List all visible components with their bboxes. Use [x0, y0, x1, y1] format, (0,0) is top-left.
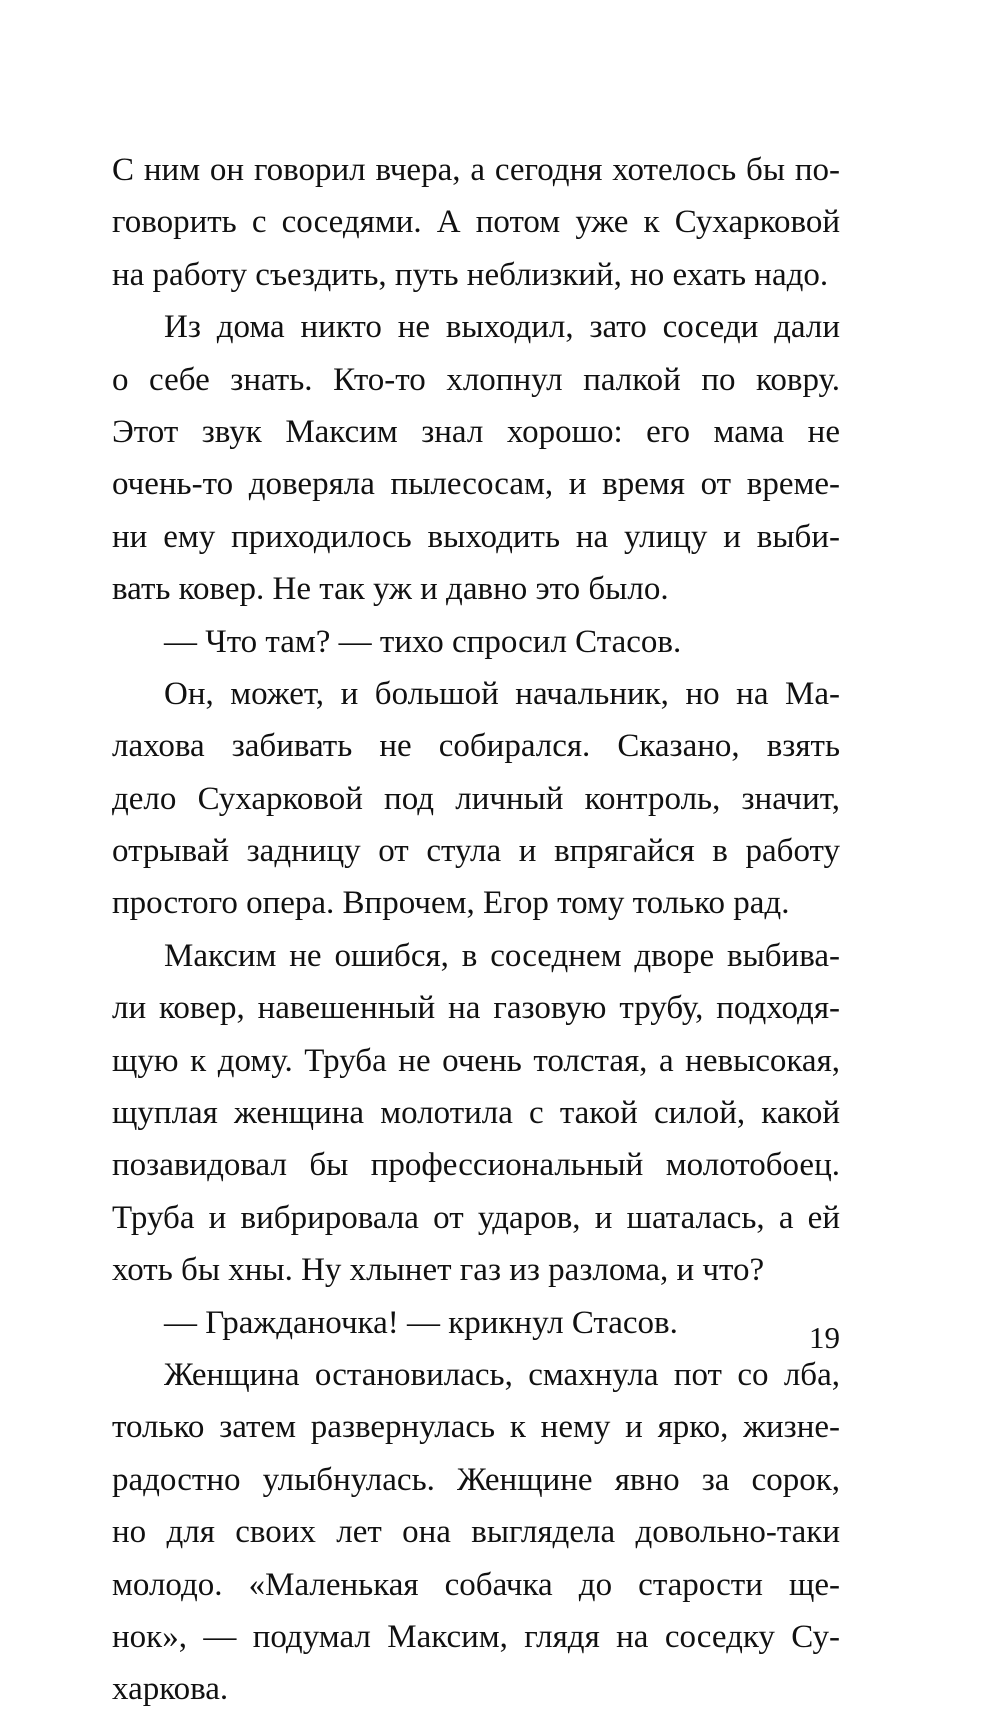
text-line: позавидовал бы профессиональный молотобоец. — [112, 1147, 840, 1184]
text-line: хоть бы хны. Ну хлынет газ из разлома, и что? — [112, 1252, 765, 1289]
text-line: только затем развернулась к нему и ярко, жизне- — [112, 1409, 840, 1446]
text-line: нок», — подумал Максим, глядя на соседку Су- — [112, 1618, 840, 1655]
text-line: но для своих лет она выглядела довольно-таки — [112, 1514, 840, 1551]
text-line: харкова. — [112, 1671, 229, 1708]
text-line: щую к дому. Труба не очень толстая, а невысокая, — [112, 1042, 840, 1079]
text-line: говорить с соседями. А потом уже к Сухарковой — [112, 204, 840, 241]
text-line: очень-то доверяла пылесосам, и время от време- — [112, 466, 840, 503]
text-line: Из дома никто не выходил, зато соседи дали — [164, 309, 840, 346]
text-line: — Гражданочка! — крикнул Стасов. — [164, 1304, 678, 1341]
text-line: отрывай задницу от стула и впрягайся в работу — [112, 833, 840, 870]
text-line: дело Сухарковой под личный контроль, значит, — [112, 780, 840, 817]
text-line: вать ковер. Не так уж и давно это было. — [112, 571, 669, 608]
text-line: Этот звук Максим знал хорошо: его мама не — [112, 413, 840, 450]
text-line: ни ему приходилось выходить на улицу и выби- — [112, 518, 840, 555]
text-line: Труба и вибрировала от ударов, и шаталась, а ей — [112, 1199, 840, 1236]
text-line: лахова забивать не собирался. Сказано, взять — [112, 728, 840, 765]
text-line: ли ковер, навешенный на газовую трубу, подходя- — [112, 990, 840, 1027]
text-line: — Что там? — тихо спросил Стасов. — [164, 623, 682, 660]
text-line: радостно улыбнулась. Женщине явно за сорок, — [112, 1461, 840, 1498]
text-line: простого опера. Впрочем, Егор тому только рад. — [112, 885, 790, 922]
text-line: на работу съездить, путь неблизкий, но ехать надо. — [112, 256, 829, 293]
text-line: молодо. «Маленькая собачка до старости ще- — [112, 1566, 840, 1603]
text-line: Женщина остановилась, смахнула пот со лба, — [164, 1356, 840, 1393]
text-line: С ним он говорил вчера, а сегодня хотелось бы по- — [112, 152, 840, 188]
page-number: 19 — [809, 1320, 840, 1355]
page-body-text — [112, 144, 840, 1716]
text-line: Он, может, и большой начальник, но на Ма- — [164, 675, 840, 712]
text-line: щуплая женщина молотила с такой силой, какой — [112, 1095, 840, 1132]
text-line: о себе знать. Кто-то хлопнул палкой по ковру. — [112, 361, 840, 398]
text-line: Максим не ошибся, в соседнем дворе выбива- — [164, 937, 840, 974]
